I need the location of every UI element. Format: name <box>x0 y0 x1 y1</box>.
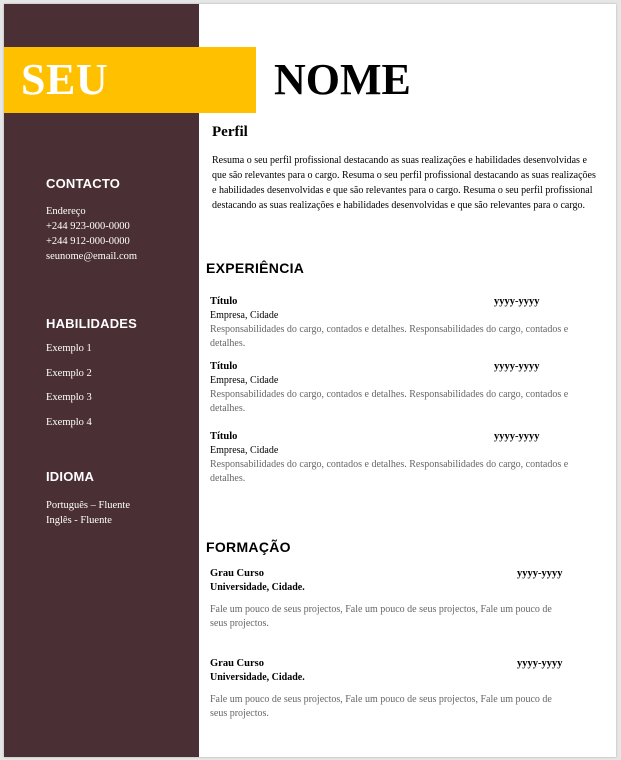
experience-dates: yyyy-yyyy <box>494 431 540 442</box>
experience-company: Empresa, Cidade <box>210 375 279 386</box>
skill-item: Exemplo 1 <box>46 343 92 354</box>
resume-page <box>4 4 616 757</box>
experience-title: Título <box>210 296 238 307</box>
contact-email: seunome@email.com <box>46 251 138 262</box>
education-school: Universidade, Cidade. <box>210 672 305 683</box>
language-item: Português – Fluente <box>46 500 130 511</box>
education-degree: Grau Curso <box>210 658 264 669</box>
education-description: Fale um pouco de seus projectos, Fale um pouco de seus projectos, Fale um pouco de seus projectos. <box>210 604 552 629</box>
skills-heading: HABILIDADES <box>46 316 138 331</box>
last-name: NOME <box>274 55 411 104</box>
experience-title: Título <box>210 431 238 442</box>
education-school: Universidade, Cidade. <box>210 582 305 593</box>
experience-entry <box>210 360 570 416</box>
experience-company: Empresa, Cidade <box>210 310 279 321</box>
skill-item: Exemplo 3 <box>46 392 92 403</box>
education-entry <box>210 657 570 721</box>
contact-address: Endereço <box>46 206 86 217</box>
language-item: Inglês - Fluente <box>46 515 112 526</box>
profile-text: Resuma o seu perfil profissional destacando as suas realizações e habilidades desenvolvidas e que são relevantes para o cargo. Resuma o seu perfil profissional destacando as suas realizações e habilidades desenvolvidas e que são relevantes para o cargo. Resuma o seu perfil profissional destacando as suas realizações e habilidades desenvolvidas e que são relevantes para o cargo. <box>212 155 596 211</box>
experience-company: Empresa, Cidade <box>210 445 279 456</box>
education-dates: yyyy-yyyy <box>517 568 563 579</box>
profile-heading: Perfil <box>212 124 248 140</box>
education-heading: FORMAÇÃO <box>206 539 291 555</box>
education-entry <box>210 567 570 631</box>
experience-entry <box>210 295 570 351</box>
experience-dates: yyyy-yyyy <box>494 361 540 372</box>
experience-description: Responsabilidades do cargo, contados e detalhes. Responsabilidades do cargo, contados e detalhes. <box>210 459 569 484</box>
experience-dates: yyyy-yyyy <box>494 296 540 307</box>
experience-title: Título <box>210 361 238 372</box>
experience-entry <box>210 430 570 486</box>
contact-section <box>46 176 196 264</box>
experience-description: Responsabilidades do cargo, contados e detalhes. Responsabilidades do cargo, contados e detalhes. <box>210 389 569 414</box>
languages-section <box>46 469 196 528</box>
contact-heading: CONTACTO <box>46 176 121 191</box>
skills-section <box>46 316 196 435</box>
contact-phone-2: +244 912-000-0000 <box>46 236 130 247</box>
education-degree: Grau Curso <box>210 568 264 579</box>
experience-description: Responsabilidades do cargo, contados e detalhes. Responsabilidades do cargo, contados e detalhes. <box>210 324 569 349</box>
languages-heading: IDIOMA <box>46 469 95 484</box>
skill-item: Exemplo 4 <box>46 416 92 428</box>
profile-section <box>212 124 597 213</box>
skill-item: Exemplo 2 <box>46 367 92 379</box>
contact-phone-1: +244 923-000-0000 <box>46 221 130 232</box>
experience-heading: EXPERIÊNCIA <box>206 260 305 276</box>
first-name: SEU <box>21 55 109 104</box>
education-description: Fale um pouco de seus projectos, Fale um pouco de seus projectos, Fale um pouco de seus projectos. <box>210 694 552 719</box>
education-dates: yyyy-yyyy <box>517 658 563 669</box>
